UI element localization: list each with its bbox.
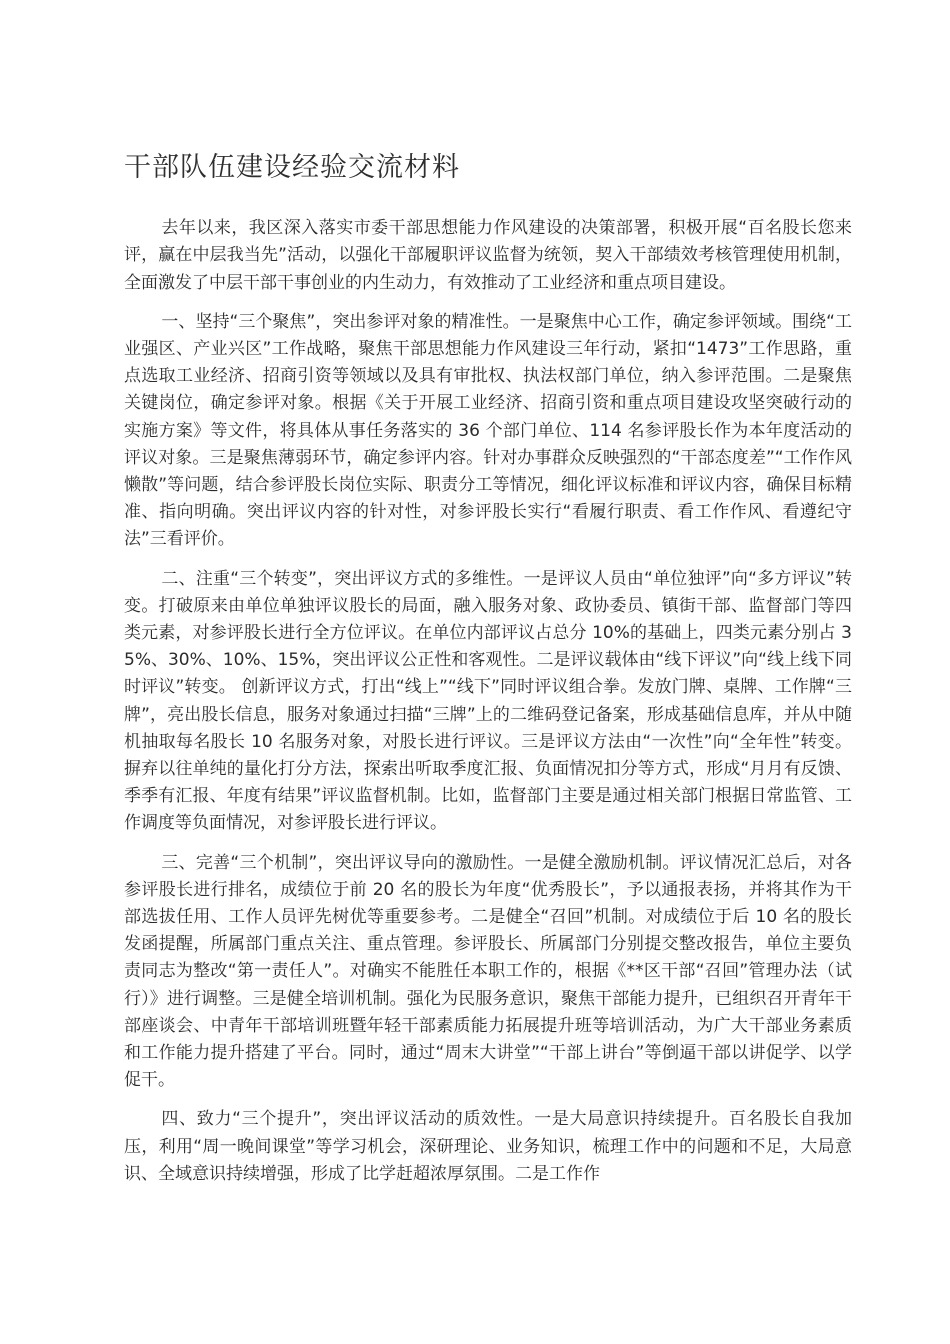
section-heading: 一、坚持“三个聚焦”，突出参评对象的精准性。	[161, 311, 520, 332]
paragraph-text: 一是聚焦中心工作，确定参评领域。围绕“工业强区、产业兴区”工作战略，聚焦干部思想能力作风建设三年行动，紧扣“1473”工作思路，重点选取工业经济、招商引资等领域以及具有审批权、执法权部门单位，纳入参评范围。二是聚焦关键岗位，确定参评对象。根据《关于开展工业经济、招商引资和重点项目建设攻坚突破行动的实施方案》等文件，将具体从事任务落实的 36 个部门单位、114 名参评股长作为本年度活动的评议对象。三是聚焦薄弱环节，确定参评内容。针对办事群众反映强烈的“干部态度差”“工作作风懒散”等问题，结合参评股长岗位实际、职责分工等情况，细化评议标准和评议内容，确保目标精准、指向明确。突出评议内容的针对性，对参评股长实行“看履行职责、看工作作风、看遵纪守法”三看评价。	[124, 311, 852, 550]
document-page	[124, 150, 852, 1200]
paragraph-intro	[124, 215, 852, 297]
section-heading: 三、完善“三个机制”，突出评议导向的激励性。	[161, 852, 525, 873]
paragraph-text: 一是评议人员由“单位独评”向“多方评议”转变。打破原来由单位单独评议股长的局面，融入服务对象、政协委员、镇街干部、监督部门等四类元素，对参评股长进行全方位评议。在单位内部评议占总分 10%的基础上，四类元素分别占 35%、30%、10%、15%，突出评议公正性和客观性。二是评议载体由“线下评议”向“线上线下同时评议”转变。 创新评议方式，打出“线上”“线下”同时评议组合拳。发放门牌、桌牌、工作牌“三牌”，亮出股长信息，服务对象通过扫描“三牌”上的二维码登记备案，形成基础信息库，并从中随机抽取每名股长 10 名服务对象，对股长进行评议。三是评议方法由“一次性”向“全年性”转变。摒弃以往单纯的量化打分方法，探索出听取季度汇报、负面情况扣分等方式，形成“月月有反馈、季季有汇报、年度有结果”评议监督机制。比如，监督部门主要是通过相关部门根据日常监管、工作调度等负面情况，对参评股长进行评议。	[124, 568, 852, 834]
paragraph-section-4	[124, 1106, 852, 1188]
paragraph-section-2	[124, 566, 852, 838]
paragraph-text: 去年以来，我区深入落实市委干部思想能力作风建设的决策部署，积极开展“百名股长您来评，赢在中层我当先”活动，以强化干部履职评议监督为统领，契入干部绩效考核管理使用机制，全面激发了中层干部干事创业的内生动力，有效推动了工业经济和重点项目建设。	[124, 218, 852, 293]
paragraph-text: 一是大局意识持续提升。百名股长自我加压，利用“周一晚间课堂”等学习机会，深研理论、业务知识，梳理工作中的问题和不足，大局意识、全域意识持续增强，形成了比学赶超浓厚氛围。二是工作作	[124, 1109, 852, 1184]
section-heading: 二、注重“三个转变”，突出评议方式的多维性。	[161, 568, 524, 589]
paragraph-section-1	[124, 309, 852, 554]
document-title: 干部队伍建设经验交流材料	[124, 152, 460, 183]
paragraph-text: 一是健全激励机制。评议情况汇总后，对各参评股长进行排名，成绩位于前 20 名的股长为年度“优秀股长”，予以通报表扬，并将其作为干部选拔任用、工作人员评先树优等重要参考。二是健全“召回”机制。对成绩位于后 10 名的股长发函提醒，所属部门重点关注、重点管理。参评股长、所属部门分别提交整改报告，单位主要负责同志为整改“第一责任人”。对确实不能胜任本职工作的，根据《**区干部“召回”管理办法（试行）》进行调整。三是健全培训机制。强化为民服务意识，聚焦干部能力提升，已组织召开青年干部座谈会、中青年干部培训班暨年轻干部素质能力拓展提升班等培训活动，为广大干部业务素质和工作能力提升搭建了平台。同时，通过“周末大讲堂”“干部上讲台”等倒逼干部以讲促学、以学促干。	[124, 852, 852, 1091]
section-heading: 四、致力“三个提升”，突出评议活动的质效性。	[161, 1109, 535, 1130]
paragraph-section-3	[124, 850, 852, 1095]
